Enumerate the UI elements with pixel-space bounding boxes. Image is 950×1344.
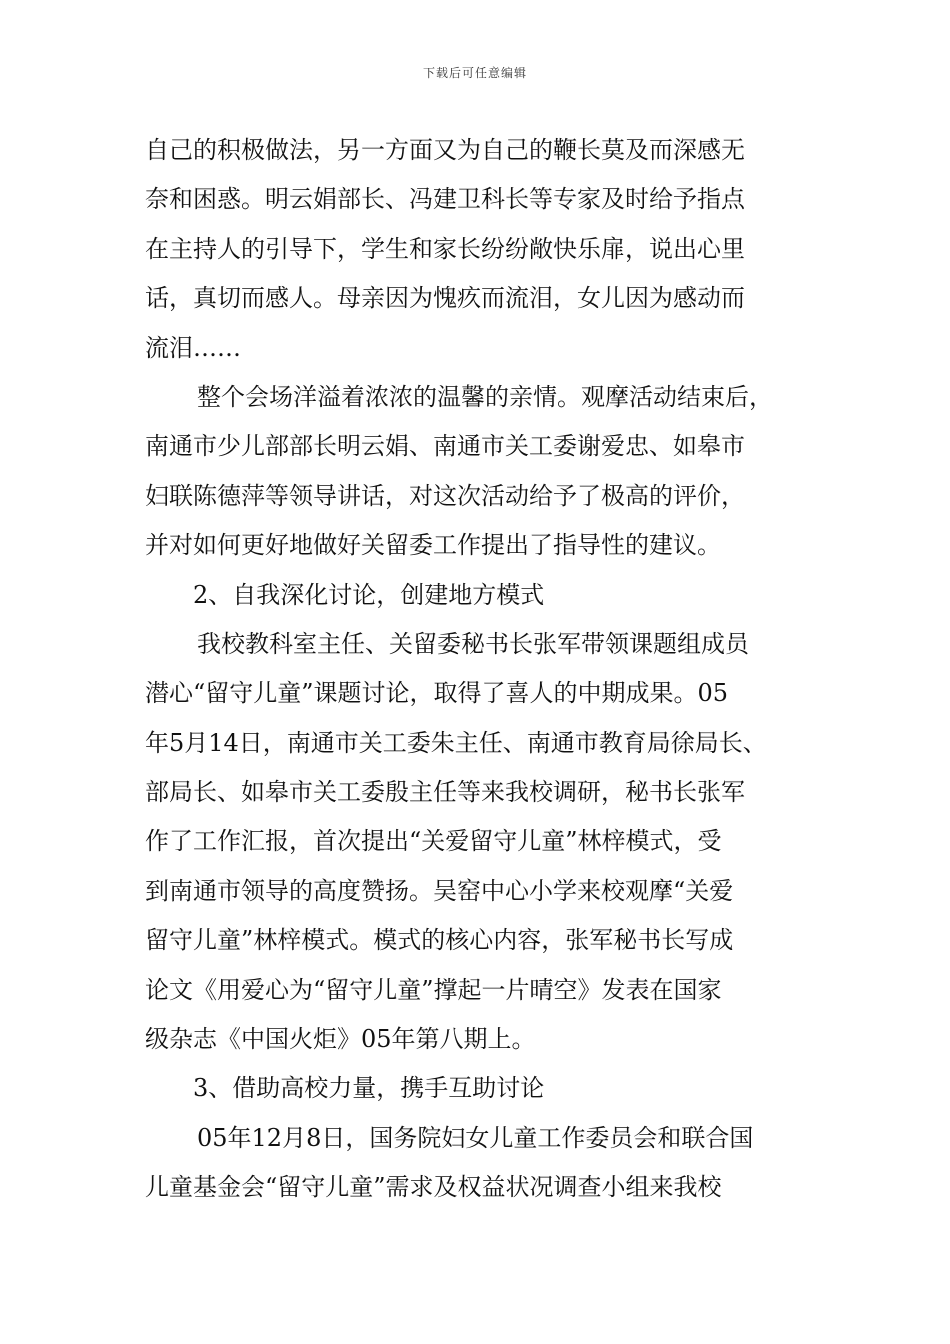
text-line: 年5月14日，南通市关工委朱主任、南通市教育局徐局长、: [145, 728, 767, 757]
paragraph-start: 05年12月8日，国务院妇女儿童工作委员会和联合国: [197, 1123, 754, 1152]
text-line: 作了工作汇报，首次提出“关爱留守儿童”林梓模式，受: [145, 827, 722, 856]
text-line: 在主持人的引导下，学生和家长纷纷敞快乐扉，说出心里: [145, 234, 745, 263]
text-line: 自己的积极做法，另一方面又为自己的鞭长莫及而深感无: [145, 136, 745, 164]
text-line: 奈和困惑。明云娟部长、冯建卫科长等专家及时给予指点: [145, 185, 745, 214]
text-line: 到南通市领导的高度赞扬。吴窑中心小学来校观摩“关爱: [145, 876, 734, 905]
document-body: [145, 126, 835, 1213]
paragraph-start: 整个会场洋溢着浓浓的温馨的亲情。观摩活动结束后，: [197, 382, 773, 411]
text-line: 部局长、如皋市关工委殷主任等来我校调研，秘书长张军: [145, 778, 745, 807]
text-line: 留守儿童”林梓模式。模式的核心内容，张军秘书长写成: [145, 926, 734, 955]
text-line: 流泪……: [145, 333, 241, 362]
text-line: 南通市少儿部部长明云娟、南通市关工委谢爱忠、如皋市: [145, 432, 745, 461]
text-line: 论文《用爱心为“留守儿童”撑起一片晴空》发表在国家: [145, 975, 722, 1004]
paragraph-start: 我校教科室主任、关留委秘书长张军带领课题组成员: [197, 629, 749, 658]
text-line: 妇联陈德萍等领导讲话，对这次活动给予了极高的评价，: [145, 481, 745, 510]
section-heading: 3、借助高校力量，携手互助讨论: [193, 1074, 545, 1103]
section-heading: 2、自我深化讨论，创建地方模式: [193, 580, 545, 609]
text-line: 级杂志《中国火炬》05年第八期上。: [145, 1025, 536, 1054]
header-note: 下载后可任意编辑: [422, 66, 527, 80]
text-line: 潜心“留守儿童”课题讨论，取得了喜人的中期成果。05: [145, 679, 729, 708]
text-line: 话，真切而感人。母亲因为愧疚而流泪，女儿因为感动而: [145, 284, 745, 313]
text-line: 并对如何更好地做好关留委工作提出了指导性的建议。: [145, 531, 721, 560]
text-line: 儿童基金会“留守儿童”需求及权益状况调查小组来我校: [145, 1173, 722, 1202]
